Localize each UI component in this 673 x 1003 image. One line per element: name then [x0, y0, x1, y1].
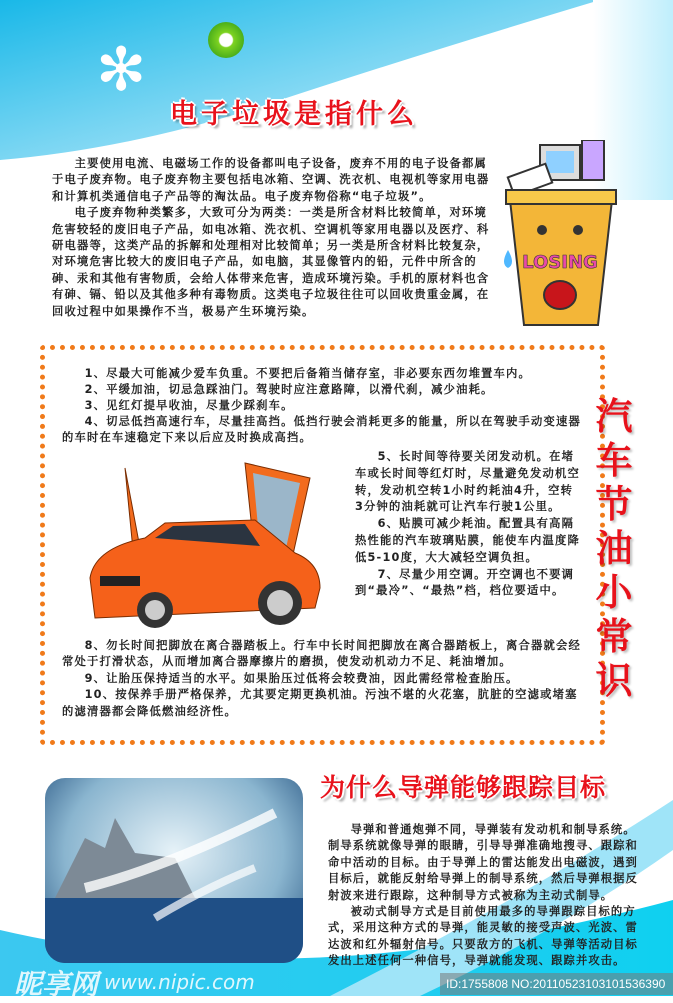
car-tips-list-top	[62, 366, 587, 446]
orange-car-illustration	[85, 458, 325, 633]
watermark-logo: 昵享网	[14, 968, 99, 1001]
section2-vertical-title: 汽车节油小常识	[595, 395, 633, 702]
tip-item: 8、勿长时间把脚放在离合器踏板上。行车中长时间把脚放在离合器踏板上，离合器就会经常处于打滑状态，从而增加离合器摩擦片的磨损，使发动机动力不足、耗油增加。	[62, 639, 582, 669]
tip-item: 2、平缓加油，切忌急踩油门。驾驶时应注意路障，以滑代刹，减少油耗。	[84, 383, 494, 396]
tip-item: 9、让胎压保持适当的水平。如果胎压过低将会较费油，因此需经常检查胎压。	[84, 671, 519, 685]
tip-item: 7、尽量少用空调。开空调也不要调到“最冷”、“最热”档，档位要适中。	[355, 567, 575, 598]
tip-item: 10、按保养手册严格保养，尤其要定期更换机油。污浊不堪的火花塞，肮脏的空滤或堵塞的滤清器都会降低燃油经济性。	[62, 688, 578, 718]
trash-bin-computer-illustration	[500, 140, 620, 330]
paragraph: 主要使用电流、电磁场工作的设备都叫电子设备，废弃不用的电子设备都属于电子废弃物。电子废弃物主要包括电冰箱、空调、洗衣机、电视机等家用电器和计算机类通信电子产品等的淘汰品。电子废弃物俗称“电子垃圾”。	[52, 157, 490, 203]
section1-title: 电子垃圾是指什么	[170, 99, 418, 130]
palm-tree-icon: ✻	[96, 35, 147, 105]
warship-missile-photo	[45, 778, 303, 963]
losing-label: LOSING	[522, 252, 598, 273]
paragraph: 被动式制导方式是目前使用最多的导弹跟踪目标的方式，采用这种方式的导弹，能灵敏的接受声波、光波、雷达波和红外辐射信号。只要敌方的飞机、导弹等活动目标发出上述任何一种信号，导弹就能发现、跟踪并攻击。	[328, 905, 638, 968]
tip-item: 5、长时间等待要关闭发动机。在堵车或长时间等红灯时，尽量避免发动机空转，发动机空转1小时约耗油4升，空转3分钟的油耗就可让汽车行驶1公里。	[355, 450, 580, 514]
watermark-id: ID:1755808 NO:20110523103101536390	[440, 973, 673, 995]
watermark-site: www.nipic.com	[104, 970, 255, 994]
paragraph: 电子废弃物种类繁多，大致可分为两类：一类是所含材料比较简单，对环境危害较轻的废旧电子产品，如电冰箱、洗衣机、空调机等家用电器以及医疗、科研电器等，这类产品的拆解和处理相对比较简单；另一类是所含材料比较复杂，对环境危害比较大的废旧电子产品，如电脑，其显像管内的铅，元件中所含的砷、汞和其他有害物质，会给人体带来危害，造成环境污染。手机的原材料也含有砷、镉、铅以及其他多种有毒物质。这类电子垃圾往往可以回收贵重金属，在回收过程中如果操作不当，极易产生环境污染。	[52, 206, 490, 318]
green-logo-icon	[208, 22, 244, 58]
section3-body	[328, 822, 643, 970]
tip-item: 6、贴膜可减少耗油。配置具有高隔热性能的汽车玻璃贴膜，能使车内温度降低5-10度，大大减轻空调负担。	[355, 517, 580, 564]
section1-body	[52, 156, 492, 320]
car-tips-list-bottom	[62, 638, 587, 720]
tip-item: 3、见红灯提早收油，尽量少踩刹车。	[84, 399, 294, 412]
section3-title: 为什么导弹能够跟踪目标	[320, 773, 607, 802]
car-tips-list-right	[355, 449, 580, 600]
tip-item: 1、尽最大可能减少爱车负重。不要把后备箱当储存室，非必要东西勿堆置车内。	[84, 367, 532, 380]
tip-item: 4、切忌低挡高速行车，尽量挂高挡。低挡行驶会消耗更多的能量，所以在驾驶手动变速器的车时在车速稳定下来以后应及时换成高挡。	[62, 415, 582, 444]
paragraph: 导弹和普通炮弹不同，导弹装有发动机和制导系统。制导系统就像导弹的眼睛，引导导弹准确地搜寻、跟踪和命中活动的目标。由于导弹上的雷达能发出电磁波，遇到目标后，就能反射给导弹上的制导系统，然后导弹根据反射波来进行跟踪，这种制导方式被称为主动式制导。	[328, 823, 638, 902]
